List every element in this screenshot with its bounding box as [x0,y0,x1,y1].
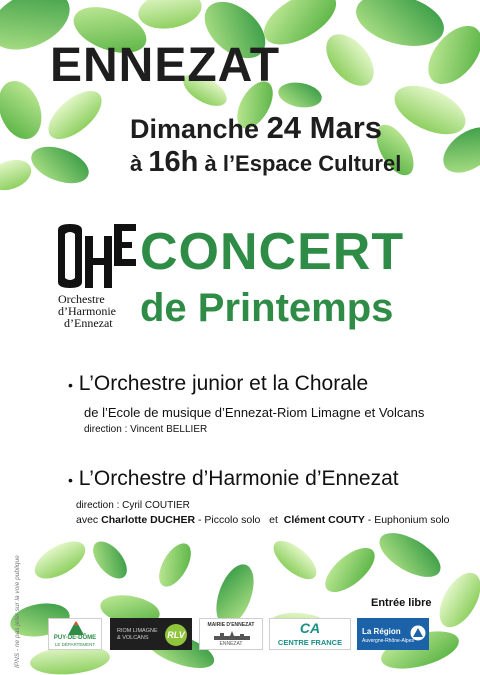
ohe-logo-mark [56,222,138,292]
admission-label: Entrée libre [371,597,432,609]
program-item-2-direction: direction : Cyril COUTIER [76,500,190,511]
logo-line-3: d’Ennezat [64,316,113,330]
guest-1-name: Charlotte DUCHER [101,514,196,526]
sponsor-mairie [199,618,263,650]
sponsor-region [357,618,429,650]
event-time-venue [130,146,401,179]
sponsor-region-line-2: Auvergne-Rhône-Alpes [362,638,414,644]
sponsor-mairie-line-1: MAIRIE D'ENNEZAT [207,622,255,628]
sponsor-rlv [110,618,192,650]
program-item-2-title: L’Orchestre d’Harmonie d’Ennezat [78,467,399,490]
sponsor-rlv-line-2: & VOLCANS [117,635,149,641]
sponsor-region-line-1: La Région [362,627,401,636]
sponsor-mairie-line-2: ENNEZAT [219,641,243,647]
sponsor-rlv-line-1: RIOM LIMAGNE [117,628,158,634]
logo-line-1: Orchestre [58,292,105,306]
program-item-2-guests [76,514,450,526]
sponsor-rlv-text [117,628,158,642]
guest-join: et [269,514,278,526]
program-item-1-title: L’Orchestre junior et la Chorale [78,372,369,395]
logo-line-2: d’Harmonie [58,304,116,318]
city-title: ENNEZAT [50,39,281,92]
program-item-1 [68,372,368,396]
guest-2-name: Clément COUTY [283,514,365,526]
ohe-logo-text [58,293,148,329]
side-notice: IPNS - ne pas jeter sur la voie publique [14,555,21,668]
program-item-1-direction: direction : Vincent BELLIER [84,424,208,435]
program-item-2 [68,467,399,491]
sponsor-credit-agricole [269,618,351,650]
event-venue: à l’Espace Culturel [204,151,402,176]
concert-subtitle: de Printemps [140,286,394,330]
sponsor-puy-de-dome [48,618,102,650]
sponsor-puy-line-1: PUY-DE-DÔME [53,635,97,641]
event-time: 16h [148,146,199,178]
town-silhouette-icon [214,630,250,640]
volcano-icon [68,621,84,635]
event-date [130,110,382,146]
event-day: Dimanche [130,114,260,144]
sponsor-rlv-mark: RLV [165,624,187,646]
guest-1-role: - Piccolo solo [197,514,261,526]
event-day-number: 24 Mars [266,110,383,145]
guest-2-role: - Euphonium solo [367,514,450,526]
bullet-icon: • [68,472,73,488]
event-time-prefix: à [130,151,143,176]
program-item-1-subtitle: de l’Ecole de musique d’Ennezat-Riom Limagne et Volcans [84,405,425,420]
concert-title: CONCERT [140,223,405,281]
sponsor-ca-name: CENTRE FRANCE [277,638,343,647]
guests-prefix: avec [76,514,99,526]
region-emblem-icon [410,625,426,641]
sponsor-puy-line-2: LE DÉPARTEMENT [54,642,96,647]
bullet-icon: • [68,377,73,393]
sponsor-ca-mark: CA [299,620,321,636]
